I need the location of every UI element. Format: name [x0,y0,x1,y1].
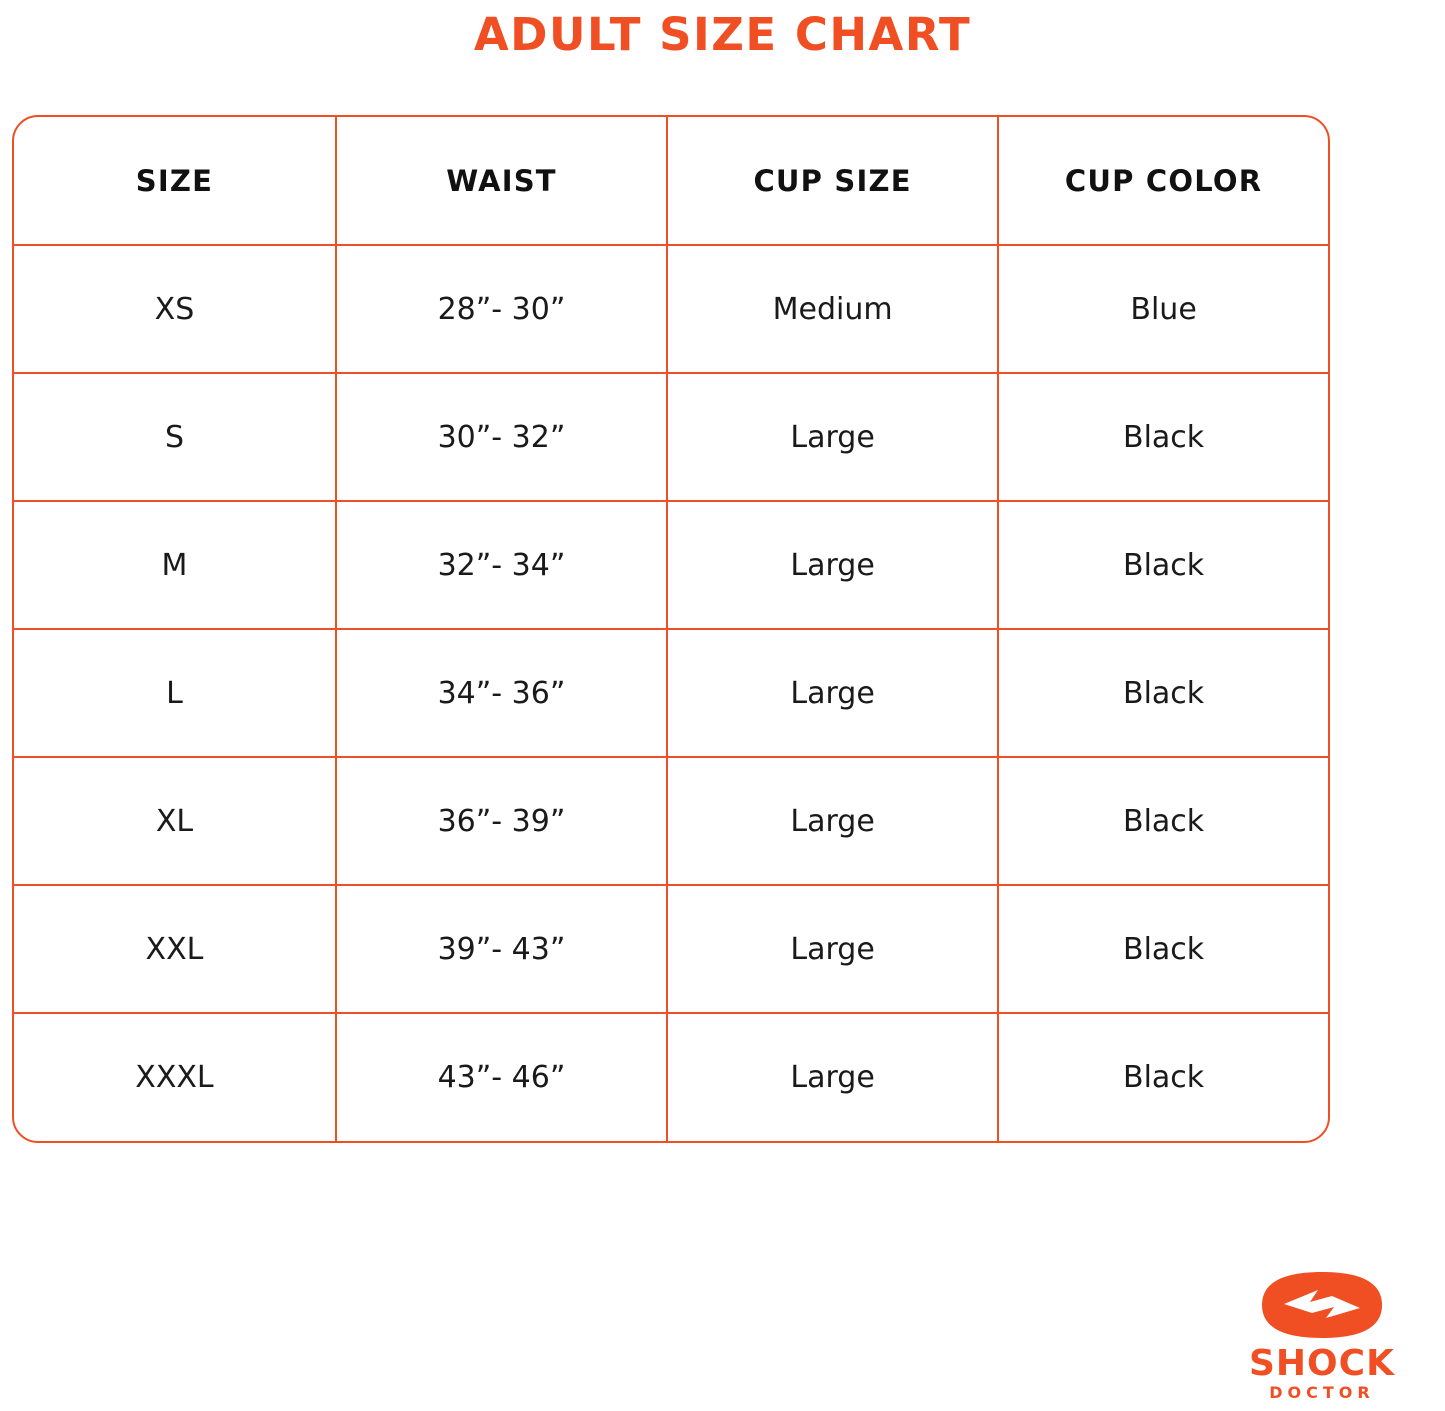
cell-cup-color: Black [1123,1060,1205,1095]
page-title: ADULT SIZE CHART [473,8,972,61]
cell-size: S [14,373,336,501]
cell-cup-color: Black [998,373,1328,501]
cell-waist: 34”- 36” [336,629,667,757]
brand-subtitle: DOCTOR [1269,1383,1375,1402]
cell-cup-color: Black [998,629,1328,757]
table-row [14,373,1328,501]
column-header-waist: WAIST [336,117,667,245]
cell-waist: 43”- 46” [336,1013,667,1141]
table-row [14,885,1328,1013]
cell-size: M [14,501,336,629]
table-row [14,629,1328,757]
cell-cup-size: Large [667,501,998,629]
cell-cup-size: Large [667,629,998,757]
table-row [14,501,1328,629]
cell-size: L [14,629,336,757]
shock-doctor-bolt-icon [1232,1266,1412,1344]
cell-waist: 32”- 34” [336,501,667,629]
table-row [14,1013,1328,1141]
cell-cup-size: Large [667,1013,998,1141]
table-header-row [14,117,1328,245]
column-header-size: SIZE [14,117,336,245]
cell-size: XL [14,757,336,885]
cell-size: XXL [14,885,336,1013]
cell-size: XS [14,245,336,373]
cell-cup-color: Black [998,885,1328,1013]
column-header-cup-color: CUP COLOR [998,117,1328,245]
cell-cup-size: Medium [667,245,998,373]
size-chart-table-container [12,115,1330,1143]
cell-waist: 36”- 39” [336,757,667,885]
brand-logo [1217,1266,1427,1401]
cell-cup-size: Large [667,885,998,1013]
cell-waist: 30”- 32” [336,373,667,501]
table-row [14,757,1328,885]
cell-cup-color: Black [998,501,1328,629]
cell-size: XXXL [14,1013,336,1141]
brand-name: SHOCK [1249,1343,1395,1384]
cell-cup-color: Blue [998,245,1328,373]
table-row [14,245,1328,373]
cell-cup-color: Black [998,757,1328,885]
cell-waist: 28”- 30” [336,245,667,373]
cell-cup-size: Large [667,373,998,501]
column-header-cup-size: CUP SIZE [667,117,998,245]
cell-waist: 39”- 43” [336,885,667,1013]
size-chart-table [14,117,1328,1141]
cell-cup-size: Large [667,757,998,885]
